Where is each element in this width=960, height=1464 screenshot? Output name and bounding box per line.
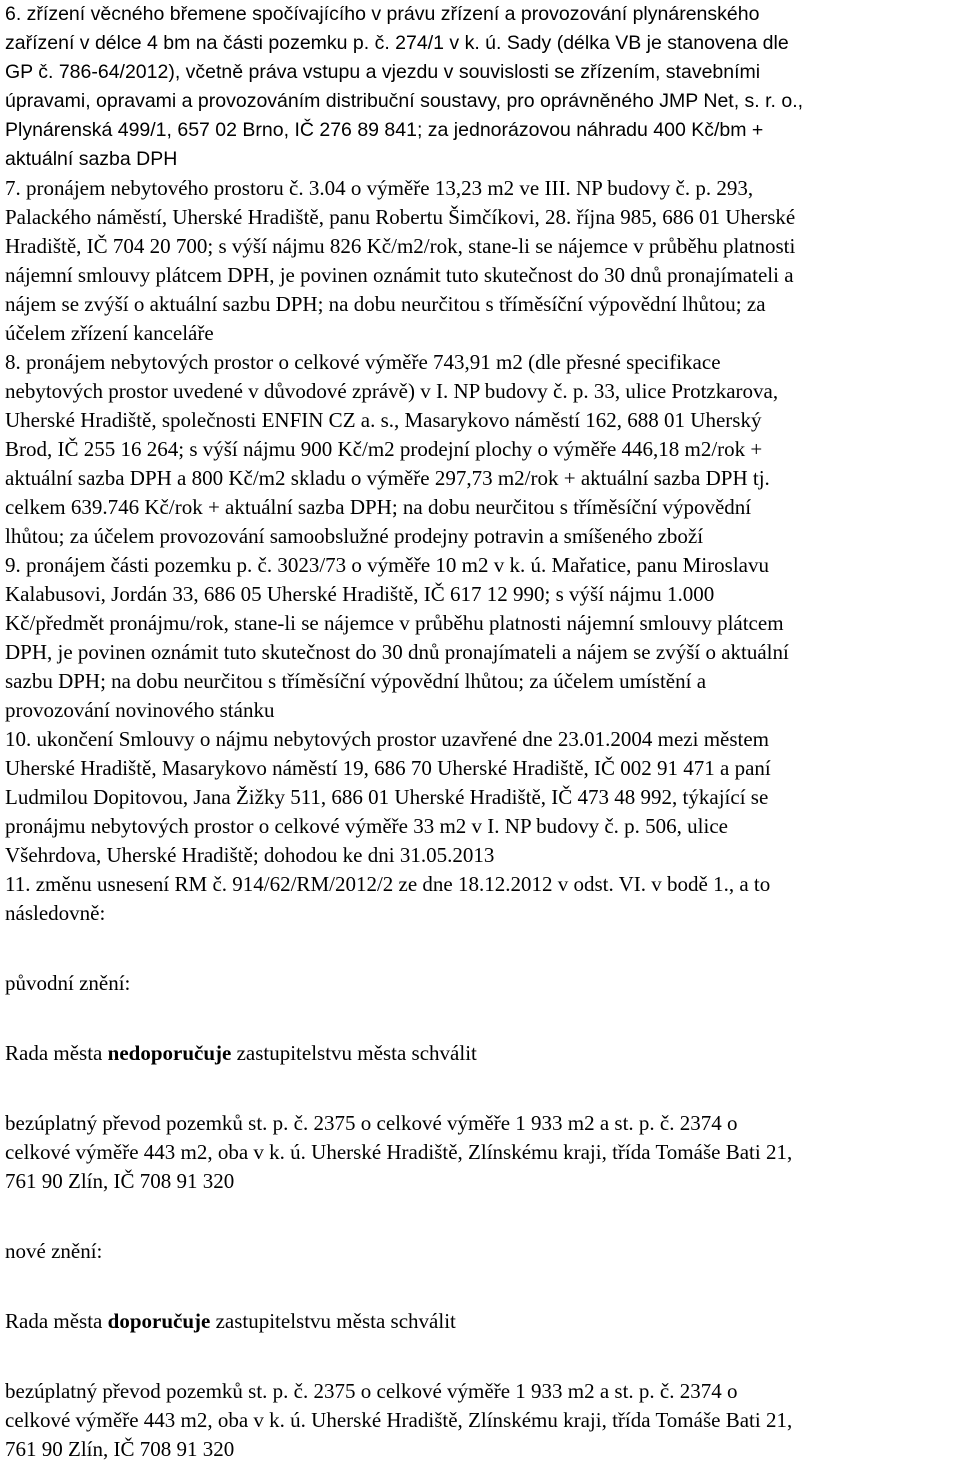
rada-verb-bold: nedoporučuje: [107, 1041, 232, 1065]
rada-prefix: Rada města: [5, 1309, 108, 1333]
text-line: Kč/předmět pronájmu/rok, stane-li se nájemce v průběhu platnosti nájemní smlouvy plátcem: [5, 611, 784, 635]
text-line: 761 90 Zlín, IČ 708 91 320: [5, 1169, 235, 1193]
rada-verb-bold: doporučuje: [107, 1309, 211, 1333]
spacer: [5, 998, 960, 1039]
text-line: celkem 639.746 Kč/rok + aktuální sazba DPH; na dobu neurčitou s tříměsíční výpovědní: [5, 495, 752, 519]
text-line: 10. ukončení Smlouvy o nájmu nebytových prostor uzavřené dne 23.01.2004 mezi městem: [5, 727, 770, 751]
text-line: GP č. 786-64/2012), včetně práva vstupu a vjezdu v souvislosti se zřízením, stavebními: [5, 61, 761, 83]
paragraph-item-11: [5, 870, 960, 928]
text-line: sazbu DPH; na dobu neurčitou s tříměsíční výpovědní lhůtou; za účelem umístění a: [5, 669, 707, 693]
text-line: bezúplatný převod pozemků st. p. č. 2375 o celkové výměře 1 933 m2 a st. p. č. 2374 o: [5, 1111, 738, 1135]
text-line: lhůtou; za účelem provozování samoobslužné prodejny potravin a smíšeného zboží: [5, 524, 704, 548]
spacer: [5, 1336, 960, 1377]
original-wording-label: původní znění:: [5, 971, 131, 995]
paragraph-item-6: [5, 0, 960, 174]
document-page: [5, 0, 960, 1464]
text-line: Uherské Hradiště, Masarykovo náměstí 19, 686 70 Uherské Hradiště, IČ 002 91 471 a paní: [5, 756, 771, 780]
text-line: zařízení v délce 4 bm na části pozemku p. č. 274/1 v k. ú. Sady (délka VB je stanovena dle: [5, 32, 789, 54]
text-line: účelem zřízení kanceláře: [5, 321, 214, 345]
text-line: celkové výměře 443 m2, oba v k. ú. Uherské Hradiště, Zlínskému kraji, třída Tomáše Bati 21,: [5, 1140, 793, 1164]
original-transfer-paragraph: [5, 1109, 960, 1196]
text-line: následovně:: [5, 901, 106, 925]
rada-suffix: zastupitelstvu města schválit: [210, 1309, 456, 1333]
new-rada-statement: [5, 1307, 960, 1336]
text-line: nebytových prostor uvedené v důvodové zprávě) v I. NP budovy č. p. 33, ulice Protzkarova,: [5, 379, 779, 403]
text-line: aktuální sazba DPH: [5, 148, 178, 170]
new-transfer-paragraph: [5, 1377, 960, 1464]
rada-suffix: zastupitelstvu města schválit: [231, 1041, 477, 1065]
text-line: 761 90 Zlín, IČ 708 91 320: [5, 1437, 235, 1461]
spacer: [5, 1196, 960, 1237]
text-line: 9. pronájem části pozemku p. č. 3023/73 o výměře 10 m2 v k. ú. Mařatice, panu Miroslavu: [5, 553, 769, 577]
text-line: Palackého náměstí, Uherské Hradiště, panu Robertu Šimčíkovi, 28. října 985, 686 01 Uherské: [5, 205, 796, 229]
text-line: nájemní smlouvy plátcem DPH, je povinen oznámit tuto skutečnost do 30 dnů pronajímateli a: [5, 263, 794, 287]
spacer: [5, 928, 960, 969]
text-line: úpravami, opravami a provozováním distribuční soustavy, pro oprávněného JMP Net, s. r. o.,: [5, 90, 804, 112]
text-line: DPH, je povinen oznámit tuto skutečnost do 30 dnů pronajímateli a nájem se zvýší o aktuální: [5, 640, 789, 664]
text-line: Brod, IČ 255 16 264; s výší nájmu 900 Kč/m2 prodejní plochy o výměře 446,18 m2/rok +: [5, 437, 763, 461]
paragraph-item-10: [5, 725, 960, 870]
text-line: pronájmu nebytových prostor o celkové výměře 33 m2 v I. NP budovy č. p. 506, ulice: [5, 814, 728, 838]
text-line: Uherské Hradiště, společnosti ENFIN CZ a. s., Masarykovo náměstí 162, 688 01 Uherský: [5, 408, 762, 432]
text-line: Ludmilou Dopitovou, Jana Žižky 511, 686 01 Uherské Hradiště, IČ 473 48 992, týkající se: [5, 785, 769, 809]
spacer: [5, 1266, 960, 1307]
text-line: Kalabusovi, Jordán 33, 686 05 Uherské Hradiště, IČ 617 12 990; s výší nájmu 1.000: [5, 582, 715, 606]
text-line: celkové výměře 443 m2, oba v k. ú. Uherské Hradiště, Zlínskému kraji, třída Tomáše Bati 21,: [5, 1408, 793, 1432]
text-line: aktuální sazba DPH a 800 Kč/m2 skladu o výměře 297,73 m2/rok + aktuální sazba DPH tj.: [5, 466, 770, 490]
paragraph-item-8: [5, 348, 960, 551]
paragraph-item-9: [5, 551, 960, 725]
original-rada-statement: [5, 1039, 960, 1068]
text-line: Plynárenská 499/1, 657 02 Brno, IČ 276 89 841; za jednorázovou náhradu 400 Kč/bm +: [5, 119, 764, 141]
text-line: Hradiště, IČ 704 20 700; s výší nájmu 826 Kč/m2/rok, stane-li se nájemce v průběhu platnosti: [5, 234, 796, 258]
new-wording-label: nové znění:: [5, 1239, 103, 1263]
text-line: 7. pronájem nebytového prostoru č. 3.04 o výměře 13,23 m2 ve III. NP budovy č. p. 293,: [5, 176, 754, 200]
text-line: 11. změnu usnesení RM č. 914/62/RM/2012/2 ze dne 18.12.2012 v odst. VI. v bodě 1., a to: [5, 872, 771, 896]
paragraph-item-7: [5, 174, 960, 348]
rada-prefix: Rada města: [5, 1041, 108, 1065]
text-line: provozování novinového stánku: [5, 698, 275, 722]
spacer: [5, 1068, 960, 1109]
text-line: 8. pronájem nebytových prostor o celkové výměře 743,91 m2 (dle přesné specifikace: [5, 350, 721, 374]
text-line: Všehrdova, Uherské Hradiště; dohodou ke dni 31.05.2013: [5, 843, 495, 867]
text-line: bezúplatný převod pozemků st. p. č. 2375 o celkové výměře 1 933 m2 a st. p. č. 2374 o: [5, 1379, 738, 1403]
text-line: nájem se zvýší o aktuální sazbu DPH; na dobu neurčitou s tříměsíční výpovědní lhůtou; za: [5, 292, 766, 316]
text-line: 6. zřízení věcného břemene spočívajícího v právu zřízení a provozování plynárenského: [5, 3, 760, 25]
